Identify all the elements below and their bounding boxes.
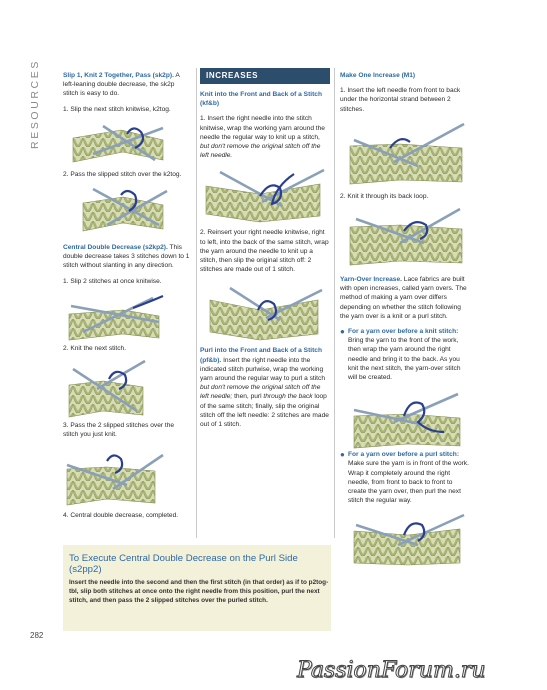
yo-purl-illustration: [348, 511, 476, 567]
sk2p-text: A left-leaning double decrease, the sk2p stitch is easy to do.: [63, 72, 180, 98]
column-divider: [334, 68, 335, 538]
s2kp2-step2-illustration: [63, 359, 173, 419]
s2pp2-title: To Execute Central Double Decrease on the Purl Side (s2pp2): [69, 553, 298, 575]
s2kp2-step3-illustration: [63, 445, 173, 509]
yo-purl-body: [348, 450, 470, 505]
kfb-step1-text: 1. Insert the right needle into the stitch knitwise, wrap the working yarn around the needle the regular way to knit up a stitch,: [200, 115, 325, 141]
sk2p-step-1: 1. Slip the next stitch knitwise, k2tog.: [63, 105, 171, 113]
m1-step2-illustration: [340, 207, 468, 269]
sk2p-step-2: 2. Pass the slipped stitch over the k2tog.: [63, 170, 182, 178]
yo-knit-body: [348, 327, 470, 382]
sk2p-step2-illustration: [63, 185, 173, 237]
page-number: 282: [30, 631, 44, 640]
yo-purl-bullet: [340, 450, 470, 505]
column-increases: [200, 68, 330, 435]
kfb-step1-emphasis: but don't remove the original stitch off the left needle.: [200, 143, 321, 160]
column-make-one: [340, 68, 470, 567]
column-divider: [196, 68, 197, 538]
column-decreases: [63, 68, 191, 527]
kfb-step-2: 2. Reinsert your right needle knitwise, right to left, into the back of the same stitch, wrap the yarn around the needle to knit up a stitch, then slip the original stitch off: 2 stitches are made out of 1 stitch.: [200, 229, 329, 274]
pfb-text-emphasis-1: but don't remove the original stitch off the left needle;: [200, 384, 321, 401]
s2kp2-step1-illustration: [63, 292, 173, 342]
bullet-icon: ●: [340, 327, 345, 337]
side-label-text: RESOURCES: [28, 59, 41, 149]
m1-step-1: 1. Insert the left needle from front to back under the horizontal strand between 2 stitches.: [340, 87, 461, 113]
kfb-step2-illustration: [200, 280, 328, 342]
side-label: [26, 59, 42, 152]
yo-knit-title: For a yarn over before a knit stitch:: [348, 328, 459, 336]
increases-banner: INCREASES: [200, 68, 330, 84]
watermark: PassionForum.ru: [297, 658, 486, 683]
pfb-text-2: then, purl: [232, 393, 264, 401]
pfb-paragraph: [200, 346, 330, 429]
s2kp2-step-3: 3. Pass the 2 slipped stitches over the stitch you just knit.: [63, 422, 175, 439]
kfb-step-1: [200, 114, 330, 160]
pfb-text-3: loop of the same stitch; finally, slip the original stitch off the left needle: 2 stitches are made out of 1 stitch.: [200, 393, 329, 429]
s2kp2-title: Central Double Decrease (s2kp2).: [63, 244, 168, 252]
bullet-icon: ●: [340, 450, 345, 460]
pfb-text-emphasis-2: through the back: [263, 393, 313, 401]
m1-step-2: 2. Knit it through its back loop.: [340, 192, 429, 200]
m1-step1-illustration: [340, 120, 468, 188]
yo-knit-illustration: [348, 388, 476, 450]
yo-paragraph: [340, 275, 470, 321]
yo-text: Lace fabrics are built with open increases, called yarn overs. The method of making a yarn over differs depending on whether the stitch following the yarn over is a knit or a purl stitch.: [340, 276, 467, 320]
s2kp2-step-2: 2. Knit the next stitch.: [63, 344, 127, 352]
s2kp2-step-4: 4. Central double decrease, completed.: [63, 512, 179, 520]
sk2p-step1-illustration: [63, 120, 173, 168]
yo-purl-text: Make sure the yarn is in front of the work. Wrap it completely around the right needle, from front to back to front to create the yarn over, then purl the next stitch the regular way.: [348, 460, 469, 505]
kfb-title: Knit into the Front and Back of a Stitch (kf&b): [200, 91, 322, 108]
sk2p-paragraph: [63, 71, 191, 99]
yo-purl-title: For a yarn over before a purl stitch:: [348, 451, 460, 459]
pfb-text-1: Insert the right needle into the indicated stitch purlwise, wrap the working yarn around the regular way to purl a stitch: [200, 356, 325, 383]
s2pp2-text: Insert the needle into the second and then the first stitch (in that order) as if to p2tog-tbl, slip both stitches at once onto the right needle from this position, purl the next stitch, and then pass the 2 slipped stitches over the purled stitch.: [69, 579, 329, 605]
m1-title: Make One Increase (M1): [340, 72, 416, 79]
yo-title: Yarn-Over Increase.: [340, 276, 402, 284]
pfb-title: Purl into the Front and Back of a Stitch (pf&b).: [200, 347, 322, 364]
s2kp2-paragraph: [63, 243, 191, 271]
s2kp2-text: This double decrease takes 3 stitches down to 1 stitch without slanting in any direction.: [63, 244, 190, 270]
yo-knit-bullet: [340, 327, 470, 382]
yo-knit-text: Bring the yarn to the front of the work, then wrap the yarn around the right needle and bring it to the back. As you knit the next stitch, the yarn-over stitch will be created.: [348, 337, 461, 382]
kfb-step1-illustration: [200, 166, 328, 224]
s2kp2-step-1: 1. Slip 2 stitches at once knitwise.: [63, 277, 162, 285]
sk2p-title: Slip 1, Knit 2 Together, Pass (sk2p).: [63, 72, 174, 79]
